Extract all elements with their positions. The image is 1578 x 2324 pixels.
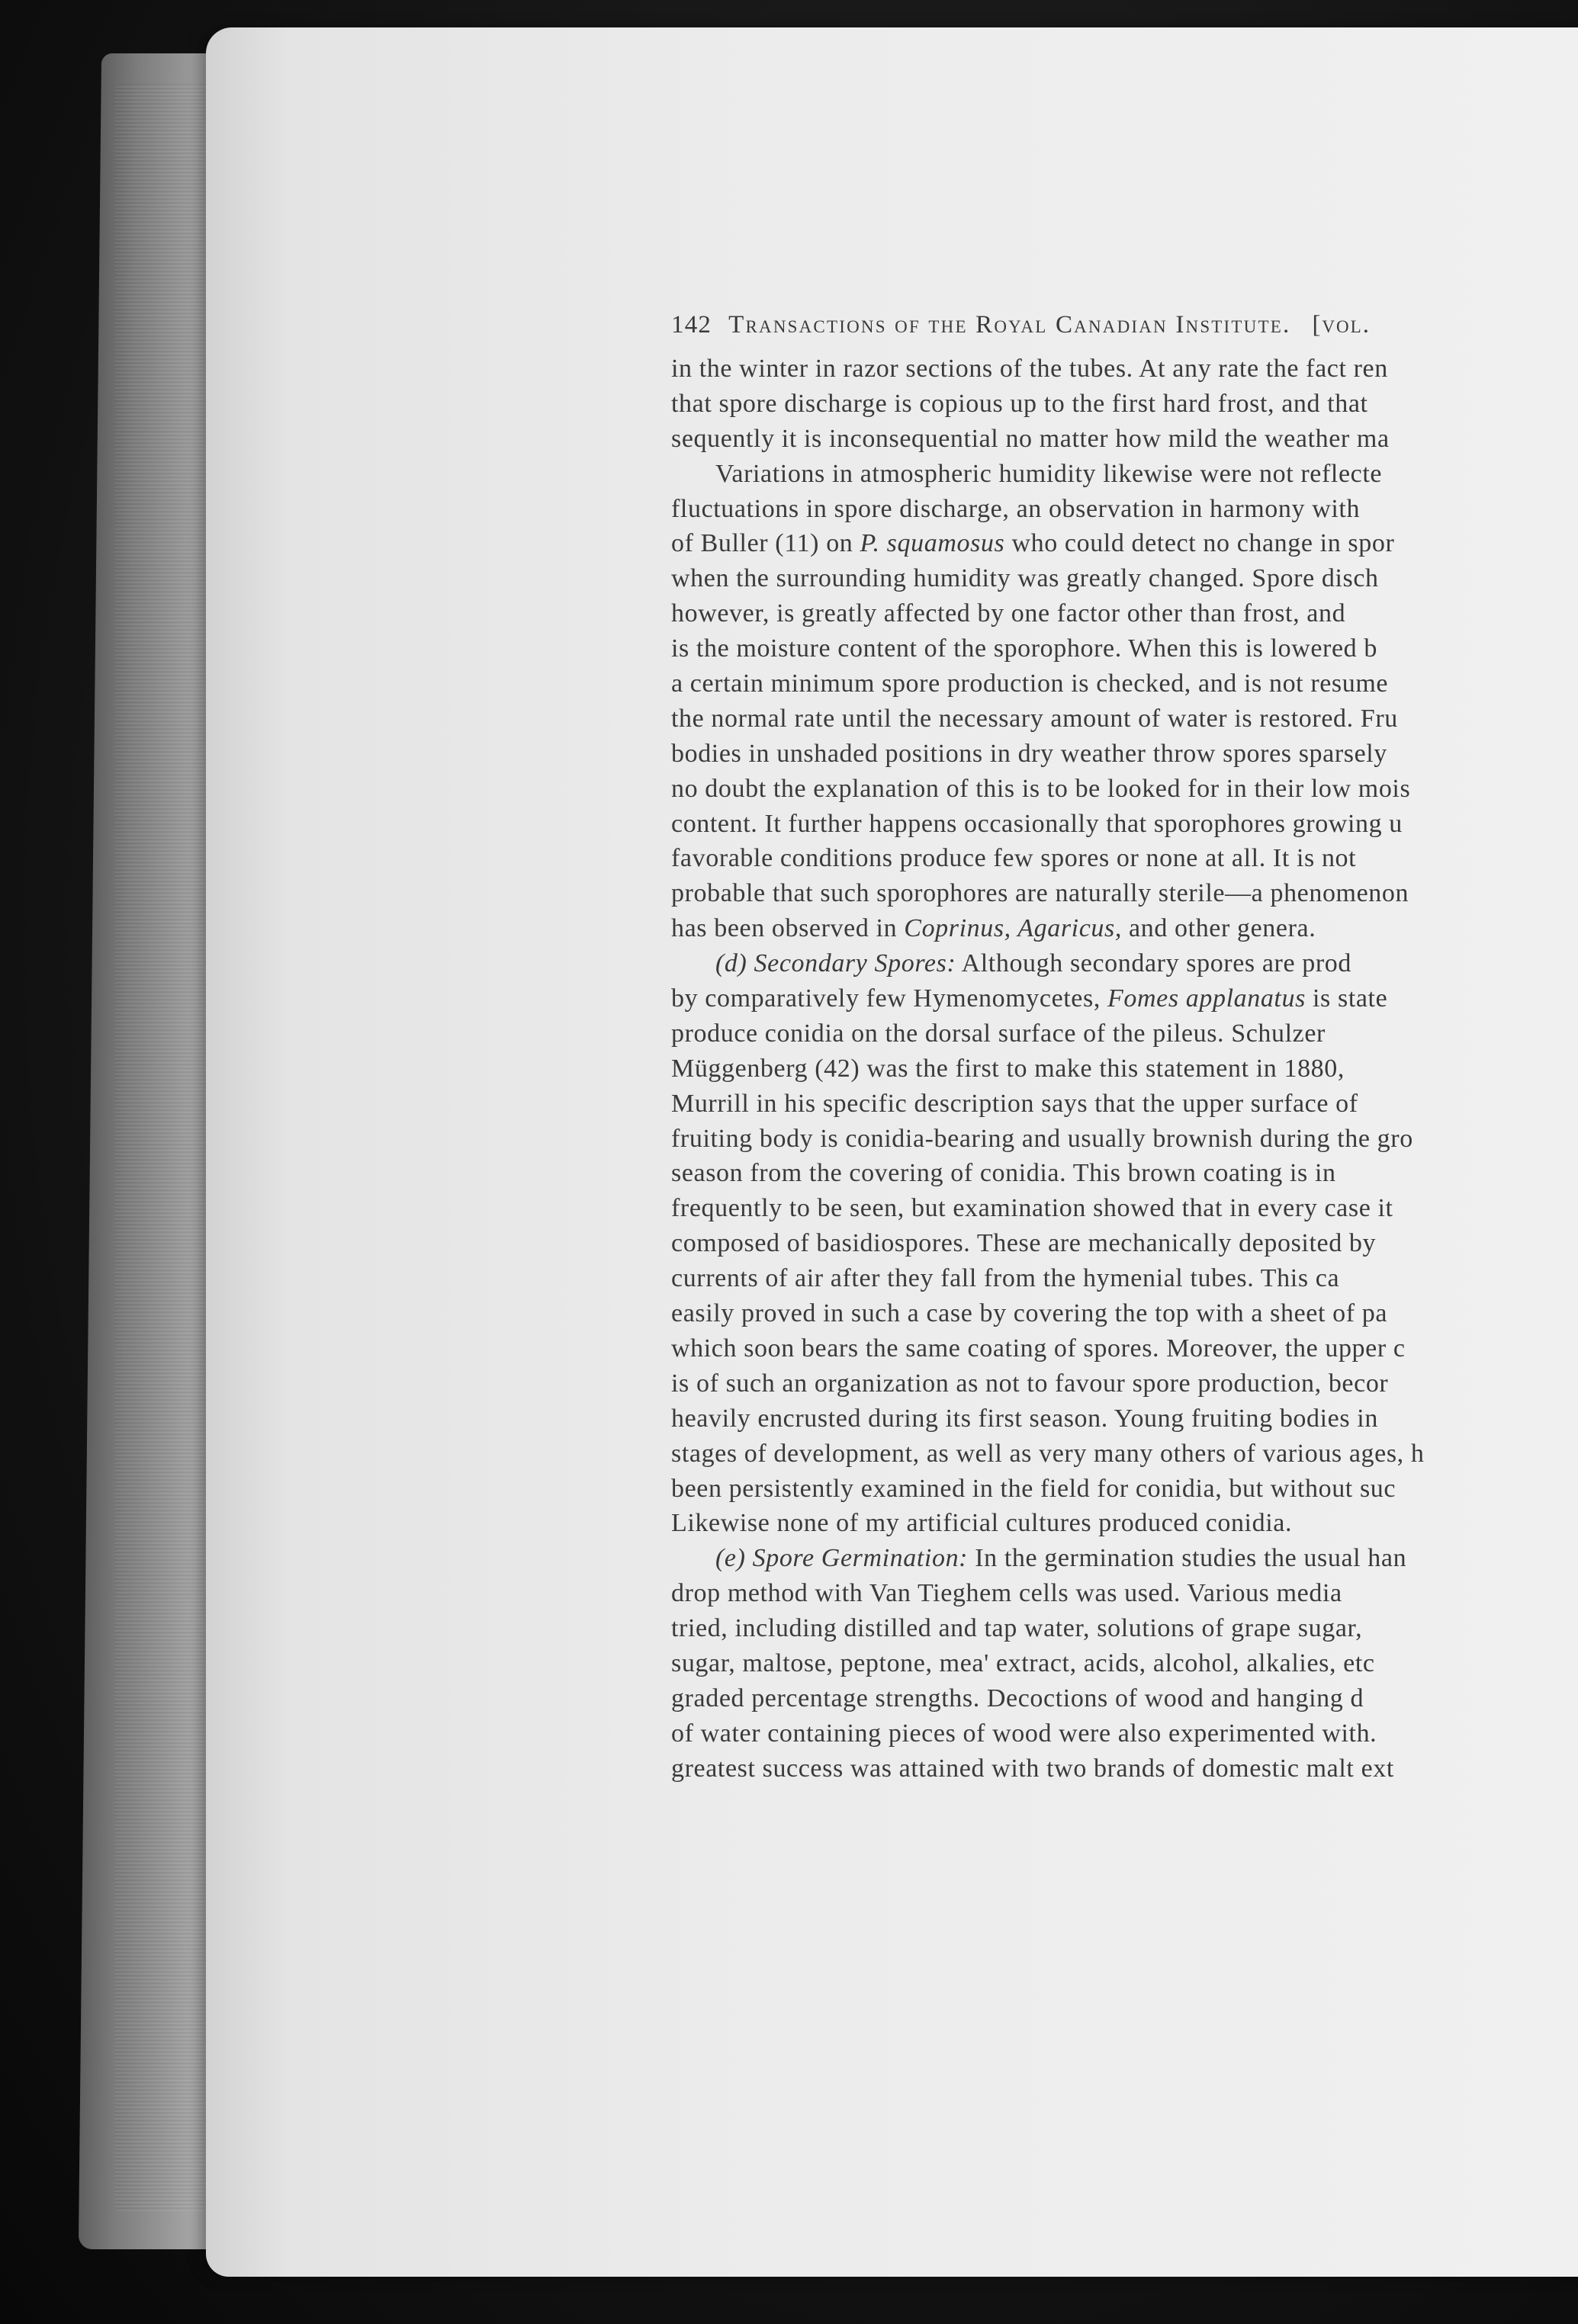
text-span: is state (1305, 984, 1388, 1013)
text-span: bodies in unshaded positions in dry weather throw spores sparsely (671, 739, 1387, 768)
text-line (671, 1296, 1578, 1331)
text-line (671, 1051, 1578, 1087)
text-span: and other genera. (1121, 914, 1316, 943)
text-span: no doubt the explanation of this is to be looked for in their low mois (671, 774, 1411, 803)
italic-text-span: (d) Secondary Spores: (715, 949, 956, 978)
text-span: Likewise none of my artificial cultures produced conidia. (671, 1509, 1293, 1538)
text-span: Variations in atmospheric humidity likewise were not reflecte (715, 459, 1383, 488)
text-line (671, 492, 1578, 527)
text-line (671, 1156, 1578, 1191)
text-span: graded percentage strengths. Decoctions of wood and hanging d (671, 1684, 1364, 1713)
text-line (671, 1331, 1578, 1366)
text-span: which soon bears the same coating of spores. Moreover, the upper c (671, 1334, 1406, 1363)
running-header (671, 301, 1578, 348)
text-span: a certain minimum spore production is checked, and is not resume (671, 669, 1389, 698)
text-line (671, 1261, 1578, 1296)
text-line (671, 876, 1578, 911)
text-line (671, 807, 1578, 842)
text-span: In the germination studies the usual han (968, 1544, 1407, 1573)
text-span: easily proved in such a case by covering the top with a sheet of pa (671, 1299, 1388, 1328)
text-span: in the winter in razor sections of the tubes. At any rate the fact ren (671, 355, 1388, 383)
text-line (671, 1611, 1578, 1646)
text-span: content. It further happens occasionally that sporophores growing u (671, 809, 1403, 838)
body-text (671, 351, 1578, 1786)
text-span: Although secondary spores are prod (956, 949, 1351, 978)
text-span: of Buller (11) on (671, 529, 860, 558)
text-line (671, 981, 1578, 1016)
text-line (671, 561, 1578, 596)
page-number: 142 (671, 311, 712, 339)
text-span: that spore discharge is copious up to the first hard frost, and that (671, 389, 1368, 418)
text-span: sequently it is inconsequential no matter how mild the weather ma (671, 424, 1390, 453)
text-line (671, 387, 1578, 422)
text-span: composed of basidiospores. These are mechanically deposited by (671, 1229, 1377, 1258)
text-line (671, 1751, 1578, 1786)
text-span: by comparatively few Hymenomycetes, (671, 984, 1108, 1013)
text-line (671, 1576, 1578, 1611)
text-line (671, 526, 1578, 561)
page-text-block (671, 301, 1578, 2207)
text-line (671, 422, 1578, 457)
text-line (671, 946, 1578, 981)
text-line (671, 1122, 1578, 1157)
italic-text-span: (e) Spore Germination: (715, 1544, 969, 1573)
text-span: been persistently examined in the field for conidia, but without suc (671, 1474, 1396, 1503)
text-span: stages of development, as well as very many others of various ages, h (671, 1439, 1425, 1468)
text-span: when the surrounding humidity was greatly changed. Spore disch (671, 564, 1379, 593)
text-span: Murrill in his specific description says that the upper surface of (671, 1089, 1358, 1118)
text-span: however, is greatly affected by one factor other than frost, and (671, 599, 1346, 628)
text-line (671, 1401, 1578, 1436)
text-line (671, 631, 1578, 666)
text-line (671, 1436, 1578, 1472)
running-title: Transactions of the Royal Canadian Institute. (728, 311, 1291, 339)
text-line (671, 457, 1578, 492)
text-span: drop method with Van Tieghem cells was used. Various media (671, 1579, 1342, 1608)
text-line (671, 841, 1578, 876)
text-span: is the moisture content of the sporophore. When this is lowered b (671, 634, 1377, 663)
text-span: who could detect no change in spor (1004, 529, 1395, 558)
text-span: Müggenberg (42) was the first to make this statement in 1880, (671, 1054, 1345, 1083)
text-span: probable that such sporophores are naturally sterile—a phenomenon (671, 879, 1409, 908)
text-span: fluctuations in spore discharge, an observation in harmony with (671, 494, 1361, 523)
text-line (671, 1191, 1578, 1226)
text-span: has been observed in (671, 914, 905, 943)
text-span: heavily encrusted during its first season. Young fruiting bodies in (671, 1404, 1378, 1433)
text-span: produce conidia on the dorsal surface of the pileus. Schulzer (671, 1019, 1326, 1048)
text-span: fruiting body is conidia-bearing and usually brownish during the gro (671, 1124, 1413, 1153)
text-span: favorable conditions produce few spores or none at all. It is not (671, 844, 1357, 873)
italic-text-span: Coprinus, Agaricus, (904, 914, 1122, 943)
text-span: frequently to be seen, but examination showed that in every case it (671, 1194, 1393, 1223)
text-line (671, 1646, 1578, 1681)
text-span: season from the covering of conidia. This brown coating is in (671, 1159, 1336, 1188)
text-line (671, 666, 1578, 701)
text-line (671, 772, 1578, 807)
text-line (671, 737, 1578, 772)
text-line (671, 1716, 1578, 1751)
text-line (671, 911, 1578, 946)
text-span: greatest success was attained with two brands of domestic malt ext (671, 1754, 1394, 1783)
text-span: is of such an organization as not to favour spore production, becor (671, 1369, 1389, 1398)
text-line (671, 351, 1578, 387)
text-line (671, 701, 1578, 737)
text-line (671, 1541, 1578, 1576)
text-line (671, 1087, 1578, 1122)
volume-marker: [vol. (1312, 311, 1371, 339)
text-line (671, 1366, 1578, 1401)
italic-text-span: Fomes applanatus (1107, 984, 1306, 1013)
text-span: sugar, maltose, peptone, mea' extract, acids, alcohol, alkalies, etc (671, 1648, 1375, 1677)
text-span: tried, including distilled and tap water, solutions of grape sugar, (671, 1614, 1363, 1643)
text-line (671, 1681, 1578, 1716)
text-line (671, 1472, 1578, 1507)
text-line (671, 1506, 1578, 1541)
text-span: currents of air after they fall from the hymenial tubes. This ca (671, 1264, 1340, 1293)
text-line (671, 1016, 1578, 1051)
text-span: the normal rate until the necessary amount of water is restored. Fru (671, 704, 1398, 733)
text-line (671, 1226, 1578, 1261)
text-line (671, 596, 1578, 631)
text-span: of water containing pieces of wood were also experimented with. (671, 1719, 1377, 1748)
italic-text-span: P. squamosus (860, 529, 1005, 558)
